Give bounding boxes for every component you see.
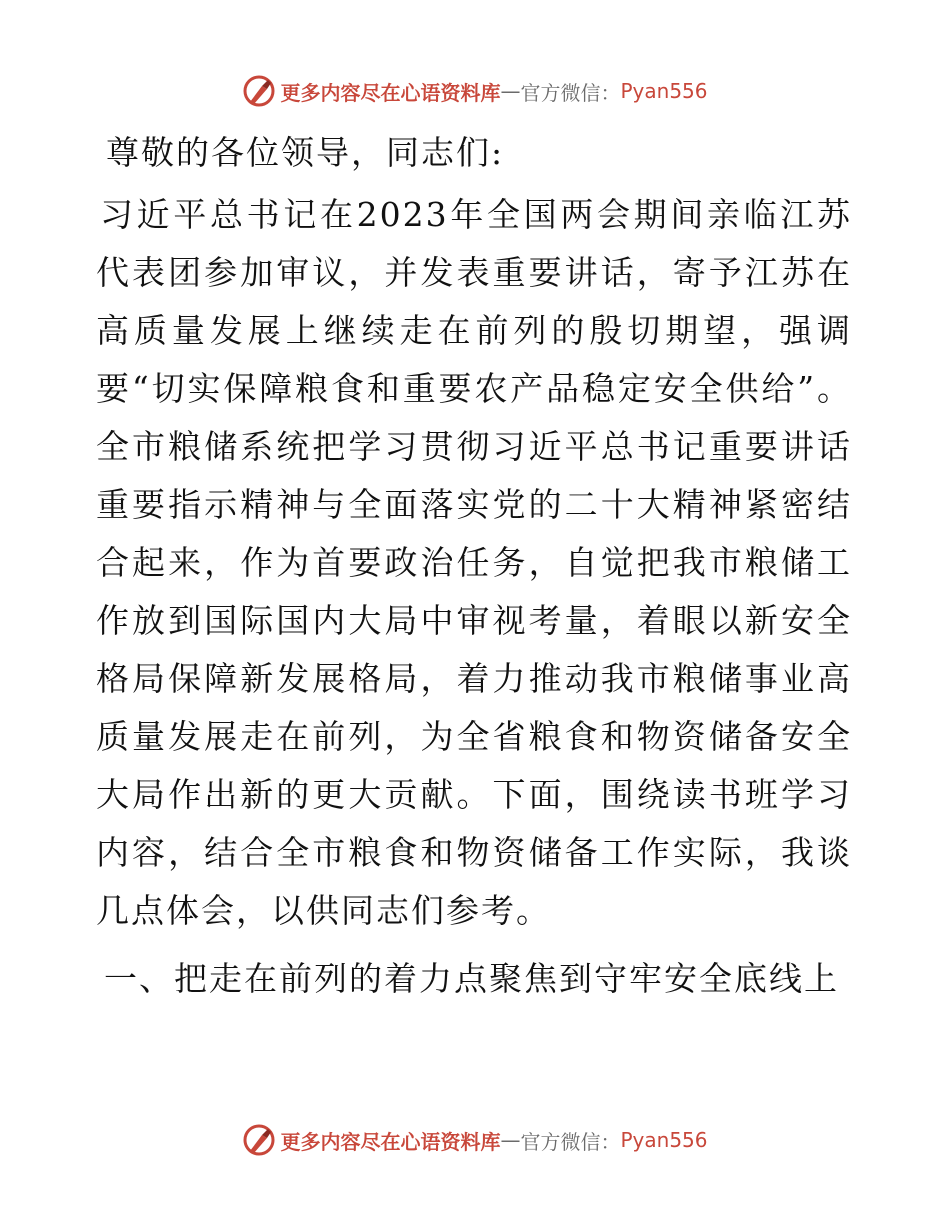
greeting: 尊敬的各位领导，同志们:: [106, 133, 505, 172]
watermark-footer: [0, 1122, 950, 1158]
watermark-site-text: 更多内容尽在心语资料库: [280, 80, 501, 105]
watermark-wechat-id: Pyan556: [620, 1128, 708, 1152]
body-paragraph: 习近平总书记在2023年全国两会期间亲临江苏代表团参加审议，并发表重要讲话，寄予江苏在高质量发展上继续走在前列的殷切期望，强调要“切实保障粮食和重要农产品稳定安全供给”。全市粮储系统把学习贯彻习近平总书记重要讲话重要指示精神与全面落实党的二十大精神紧密结合起来，作为首要政治任务，自觉把我市粮储工作放到国际国内大局中审视考量，着眼以新安全格局保障新发展格局，着力推动我市粮储事业高质量发展走在前列，为全省粮食和物资储备安全大局作出新的更大贡献。下面，围绕读书班学习内容，结合全市粮食和物资储备工作实际，我谈几点体会，以供同志们参考。: [96, 195, 852, 930]
watermark-wechat-label: 官方微信：: [520, 80, 621, 105]
watermark-header: [0, 73, 950, 109]
watermark-dash: —: [500, 1128, 521, 1152]
watermark-site-text: 更多内容尽在心语资料库: [280, 1129, 501, 1154]
section-heading: 一、把走在前列的着力点聚焦到守牢安全底线上: [104, 959, 839, 998]
watermark-wechat-id: Pyan556: [620, 79, 708, 103]
fountain-pen-logo-icon: [242, 74, 276, 108]
document-body: [96, 124, 852, 1008]
fountain-pen-logo-icon: [242, 1123, 276, 1157]
watermark-dash: —: [500, 79, 521, 103]
watermark-wechat-label: 官方微信：: [520, 1129, 621, 1154]
